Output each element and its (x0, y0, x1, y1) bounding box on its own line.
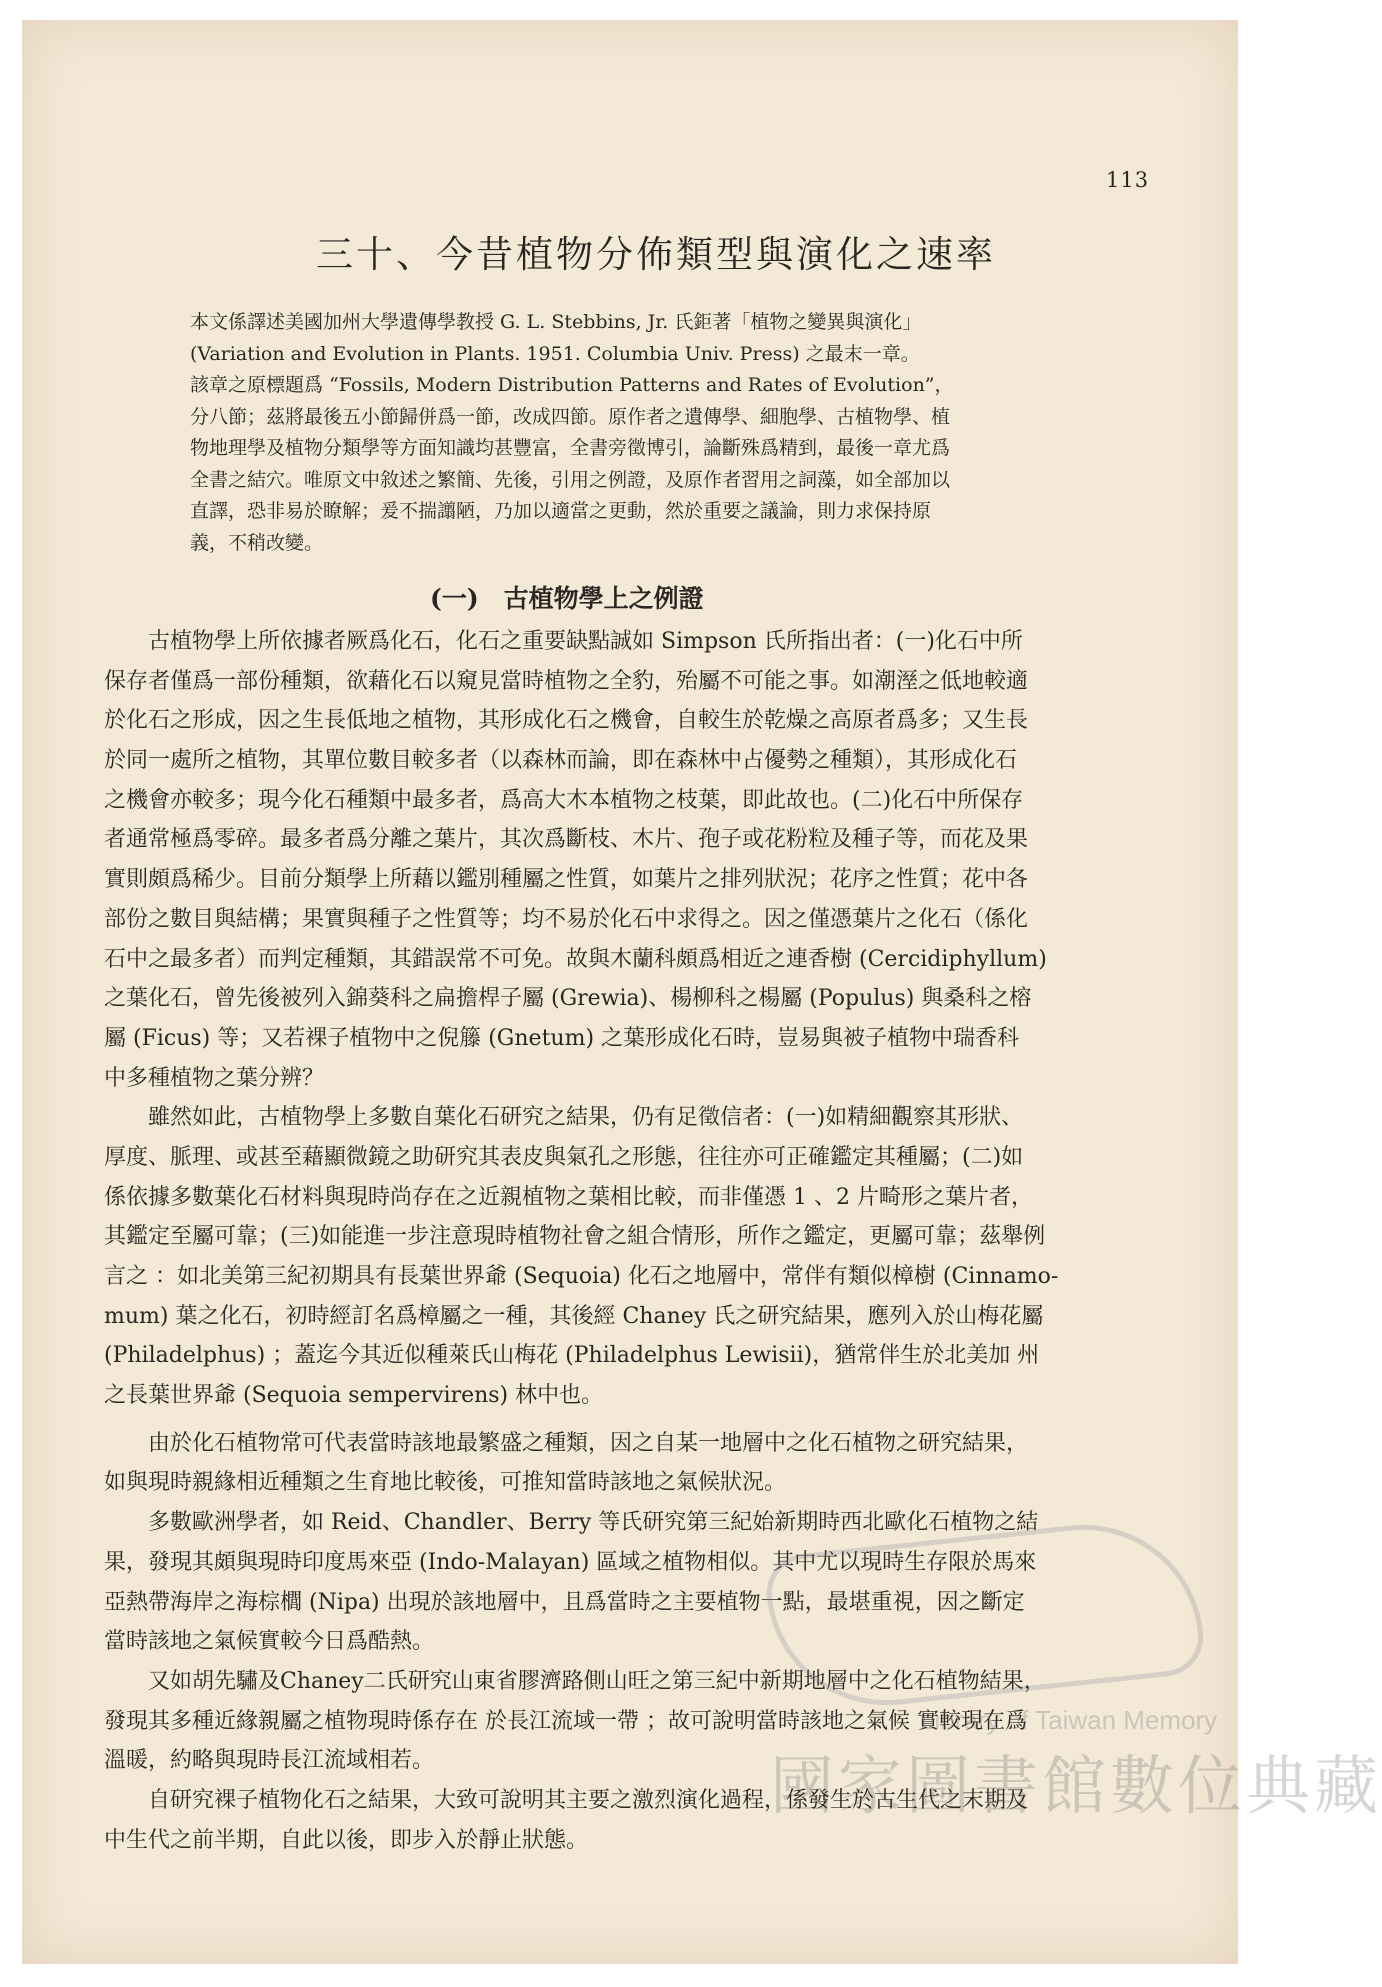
abstract-line: 該章之原標題爲 “Fossils, Modern Distribution Patterns and Rates of Evolution”， (190, 374, 954, 396)
body-line: 當時該地之氣候實較今日爲酷熱。 (104, 1629, 435, 1655)
paragraph (104, 1424, 1168, 1503)
body-line: 於化石之形成，因之生長低地之植物，其形成化石之機會，自較生於乾燥之高原者爲多；又生長 (104, 708, 1029, 734)
body-line: 係依據多數葉化石材料與現時尚存在之近親植物之葉相比較，而非僅憑 1 、2 片畸形之葉片者， (104, 1184, 1033, 1210)
body-line: 厚度、脈理、或甚至藉顯微鏡之助研究其表皮與氣孔之形態，往往亦可正確鑑定其種屬；(二)如 (104, 1144, 1024, 1170)
body-line: 果，發現其頗與現時印度馬來亞 (Indo-Malayan) 區域之植物相似。其中尤以現時生存限於馬來 (104, 1549, 1037, 1575)
body-line: 古植物學上所依據者厥爲化石，化石之重要缺點誠如 Simpson 氏所指出者：(一)化石中所 (148, 629, 1023, 654)
body-line: 保存者僅爲一部份種類，欲藉化石以窺見當時植物之全豹，殆屬不可能之事。如潮溼之低地較適 (104, 668, 1029, 694)
watermark-text-cn: 國家圖書館數位典藏 (770, 1750, 1382, 1824)
body-line: 石中之最多者）而判定種類，其錯誤常不可免。故與木蘭科頗爲相近之連香樹 (Cercidiphyllum) (104, 946, 1047, 972)
section-heading: (一) 古植物學上之例證 (430, 584, 704, 613)
body-line: 自研究裸子植物化石之結果，大致可說明其主要之激烈演化過程，係發生於古生代之末期及 (148, 1787, 1029, 1813)
body-line: 亞熱帶海岸之海棕櫚 (Nipa) 出現於該地層中，且爲當時之主要植物一點，最堪重視，因之斷定 (104, 1589, 1025, 1615)
body-line: 由於化石植物常可代表當時該地最繁盛之種類，因之自某一地層中之化石植物之研究結果， (148, 1430, 1029, 1456)
article-title: 三十、今昔植物分佈類型與演化之速率 (316, 233, 996, 276)
body-line: 溫暖，約略與現時長江流域相若。 (104, 1748, 435, 1774)
paragraph (104, 622, 1168, 1098)
body-line: 屬 (Ficus) 等；又若裸子植物中之倪籐 (Gnetum) 之葉形成化石時，豈易與被子植物中瑞香科 (104, 1025, 1020, 1051)
body-line: 言之 ：如北美第三紀初期具有長葉世界爺 (Sequoia) 化石之地層中，常伴有類似樟樹 (Cinnamo- (104, 1264, 1059, 1289)
body-line: 多數歐洲學者，如 Reid、Chandler、Berry 等氏研究第三紀始新期時西北歐化石植物之結 (148, 1510, 1039, 1536)
paragraph (104, 1098, 1168, 1416)
body-line: 又如胡先驌及Chaney二氏研究山東省膠濟路側山旺之第三紀中新期地層中之化石植物結果， (148, 1668, 1046, 1694)
body-line: 部份之數目與結構；果實與種子之性質等；均不易於化石中求得之。因之僅憑葉片之化石（係化 (104, 906, 1029, 932)
page-number: 113 (1106, 168, 1150, 192)
body-text (104, 622, 1168, 1860)
body-line: 實則頗爲稀少。目前分類學上所藉以鑑別種屬之性質，如葉片之排列狀況；花序之性質；花中各 (104, 867, 1029, 893)
watermark-text-en: Library of Taiwan Memory (920, 1705, 1218, 1735)
abstract-line: 全書之結穴。唯原文中敘述之繁簡、先後，引用之例證，及原作者習用之詞藻，如全部加以 (190, 468, 951, 491)
paragraph (104, 1503, 1168, 1662)
paragraph (104, 1662, 1168, 1781)
body-line: 中生代之前半期，自此以後，即步入於靜止狀態。 (104, 1827, 589, 1853)
body-line: mum) 葉之化石，初時經訂名爲樟屬之一種，其後經 Chaney 氏之研究結果，應列入於山梅花屬 (104, 1303, 1044, 1329)
body-line: (Philadelphus) ；蓋迄今其近似種萊氏山梅花 (Philadelphus Lewisii)，猶常伴生於北美加 州 (104, 1343, 1040, 1369)
abstract (190, 307, 1070, 559)
body-line: 於同一處所之植物，其單位數目較多者（以森林而論，即在森林中占優勢之種類），其形成化石 (104, 748, 1018, 774)
body-line: 如與現時親緣相近種類之生育地比較後，可推知當時該地之氣候狀況。 (104, 1470, 787, 1496)
paragraph (104, 1781, 1168, 1860)
body-line: 中多種植物之葉分辨？ (104, 1065, 325, 1091)
body-line: 雖然如此，古植物學上多數自葉化石研究之結果，仍有足徵信者：(一)如精細觀察其形狀、 (148, 1105, 1024, 1131)
abstract-line: 分八節；茲將最後五小節歸併爲一節，改成四節。原作者之遺傳學、細胞學、古植物學、植 (190, 405, 951, 428)
body-line: 發現其多種近緣親屬之植物現時係存在 於長江流域一帶 ；故可說明當時該地之氣候 實較現在爲 (104, 1708, 1027, 1734)
abstract-line: 義，不稍改變。 (190, 531, 324, 554)
abstract-line: 本文係譯述美國加州大學遺傳學教授 G. L. Stebbins, Jr. 氏鉅著「植物之變異與演化」 (190, 311, 922, 333)
abstract-line: (Variation and Evolution in Plants. 1951. Columbia Univ. Press) 之最末一章。 (190, 342, 920, 365)
abstract-line: 直譯，恐非易於瞭解；爰不揣譾陋，乃加以適當之更動，然於重要之議論，則力求保持原 (190, 500, 932, 522)
abstract-line: 物地理學及植物分類學等方面知識均甚豐富，全書旁徵博引，論斷殊爲精到，最後一章尤爲 (190, 437, 951, 459)
body-line: 之葉化石，曾先後被列入錦葵科之扁擔桿子屬 (Grewia)、楊柳科之楊屬 (Populus) 與桑科之榕 (104, 986, 1032, 1012)
body-line: 之長葉世界爺 (Sequoia sempervirens) 林中也。 (104, 1383, 604, 1409)
body-line: 之機會亦較多；現今化石種類中最多者，爲高大木本植物之枝葉，即此故也。(二)化石中所保存 (104, 787, 1024, 813)
body-line: 其鑑定至屬可靠；(三)如能進一步注意現時植物社會之組合情形，所作之鑑定，更屬可靠；茲舉例 (104, 1224, 1046, 1250)
body-line: 者通常極爲零碎。最多者爲分離之葉片，其次爲斷枝、木片、孢子或花粉粒及種子等，而花及果 (104, 827, 1029, 853)
